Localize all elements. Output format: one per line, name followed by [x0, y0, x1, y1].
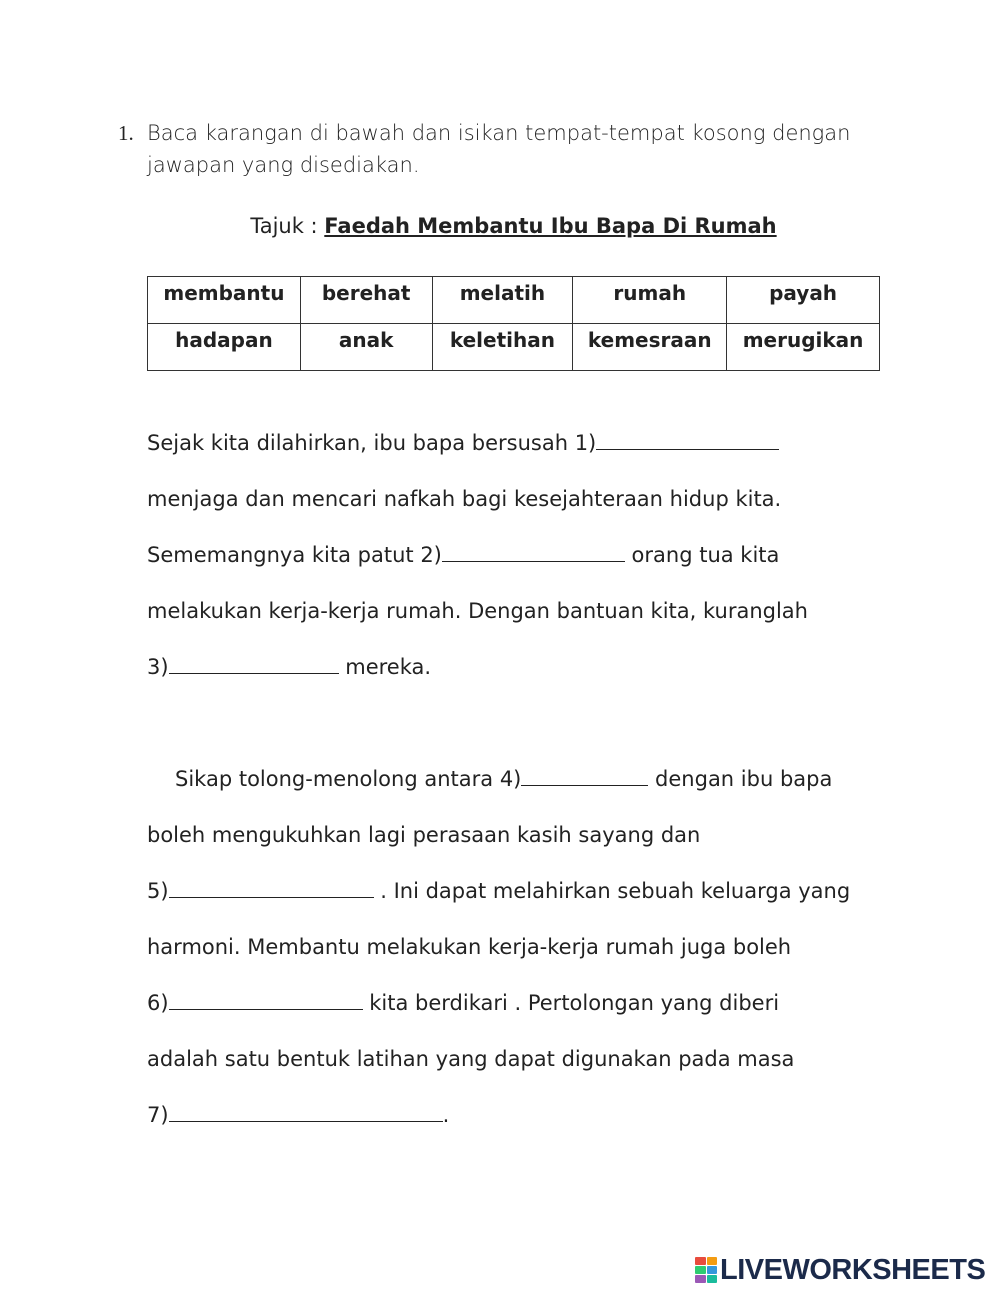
blank-label: 6) — [147, 991, 169, 1015]
text: Sikap tolong-menolong antara — [175, 767, 500, 791]
word-bank-cell: payah — [727, 277, 880, 324]
paragraph1-line — [147, 487, 781, 511]
answer-blank-7[interactable] — [169, 1103, 443, 1122]
question-instruction: Baca karangan di bawah dan isikan tempat-tempat kosong dengan jawapan yang disediakan. — [147, 121, 851, 177]
text: dengan ibu bapa — [648, 767, 833, 791]
blank-label: 5) — [147, 879, 169, 903]
word-bank-row — [148, 324, 880, 371]
text: adalah satu bentuk latihan yang dapat digunakan pada masa — [147, 1047, 795, 1071]
blank-label: 3) — [147, 655, 169, 679]
paragraph2-line — [175, 767, 832, 791]
text: boleh mengukuhkan lagi perasaan kasih sayang dan — [147, 823, 701, 847]
blank-label: 1) — [574, 431, 597, 455]
text: . Ini dapat melahirkan sebuah keluarga yang — [373, 879, 851, 903]
text: mereka. — [338, 655, 432, 679]
answer-blank-6[interactable] — [169, 991, 363, 1010]
text: kita berdikari . Pertolongan yang diberi — [362, 991, 780, 1015]
blank-label: 2) — [420, 543, 442, 567]
text: . — [442, 1103, 450, 1127]
text: Sejak kita dilahirkan, ibu bapa bersusah — [147, 431, 575, 455]
answer-blank-2[interactable] — [442, 543, 625, 562]
word-bank-cell: keletihan — [432, 324, 573, 371]
paragraph2-line — [147, 1047, 794, 1071]
question-number: 1. — [118, 121, 134, 145]
text: melakukan kerja-kerja rumah. Dengan bantuan kita, kuranglah — [147, 599, 808, 623]
word-bank-cell: melatih — [432, 277, 573, 324]
paragraph2-line — [147, 935, 791, 959]
word-bank-cell: membantu — [148, 277, 301, 324]
paragraph2-line — [147, 991, 779, 1015]
paragraph1-line — [147, 599, 808, 623]
word-bank-cell: hadapan — [148, 324, 301, 371]
text: menjaga dan mencari nafkah bagi kesejahteraan hidup kita. — [147, 487, 782, 511]
paragraph1-line — [147, 431, 779, 455]
paragraph2-line — [147, 1103, 449, 1127]
word-bank-row — [148, 277, 880, 324]
word-bank-cell: rumah — [573, 277, 727, 324]
text: Sememangnya kita patut — [147, 543, 421, 567]
word-bank-table — [147, 276, 880, 371]
word-bank-cell: anak — [300, 324, 432, 371]
liveworksheets-logo[interactable] — [695, 1255, 985, 1285]
answer-blank-3[interactable] — [169, 655, 339, 674]
blank-label: 4) — [499, 767, 522, 791]
answer-blank-1[interactable] — [596, 431, 779, 450]
blank-label: 7) — [147, 1103, 169, 1127]
paragraph1-line — [147, 543, 779, 567]
word-bank-cell: merugikan — [727, 324, 880, 371]
title-main: Faedah Membantu Ibu Bapa Di Rumah — [324, 214, 777, 238]
answer-blank-5[interactable] — [169, 879, 374, 898]
word-bank-cell: berehat — [300, 277, 432, 324]
liveworksheets-logo-icon — [695, 1257, 717, 1283]
logo-text: LIVEWORKSHEETS — [720, 1253, 986, 1286]
essay-title — [0, 214, 1000, 238]
paragraph2-line — [147, 823, 700, 847]
text: orang tua kita — [624, 543, 780, 567]
answer-blank-4[interactable] — [521, 767, 648, 786]
paragraph1-line — [147, 655, 431, 679]
word-bank-cell: kemesraan — [573, 324, 727, 371]
title-prefix: Tajuk : — [250, 214, 325, 238]
paragraph2-line — [147, 879, 850, 903]
text: harmoni. Membantu melakukan kerja-kerja rumah juga boleh — [147, 935, 792, 959]
